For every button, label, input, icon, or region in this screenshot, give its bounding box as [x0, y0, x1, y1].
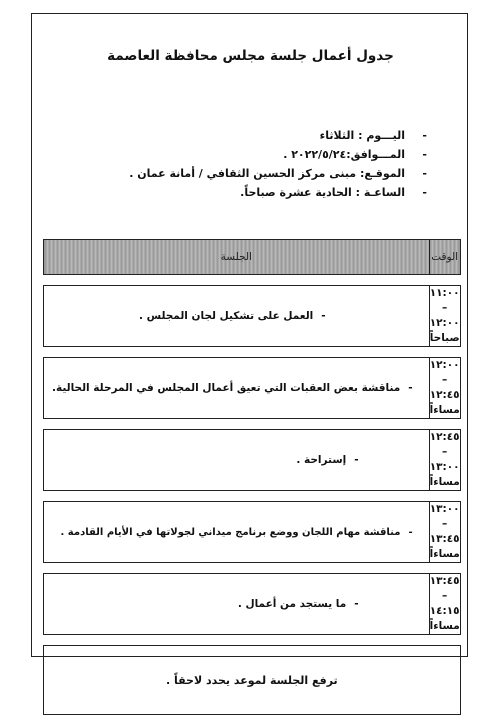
time-range: ١٣:٤٥ – ١٤:١٥ — [429, 575, 460, 617]
item-text: إستراحة . — [296, 454, 347, 466]
agenda-footer-row — [44, 646, 461, 715]
document-page — [31, 13, 468, 687]
agenda-row — [44, 286, 461, 347]
agenda-row-time — [429, 430, 460, 491]
agenda-row-time — [429, 358, 460, 419]
time-range: ١٣:٠٠ – ١٣:٤٥ — [429, 503, 460, 545]
info-location: - الموقـع: مبنى مركز الحسين الثقافي / أمانة عمان . — [87, 164, 427, 183]
agenda-row — [44, 430, 461, 491]
time-period: مساءاً — [429, 548, 460, 560]
time-range: ١٢:٠٠ – ١٢:٤٥ — [429, 359, 460, 401]
agenda-row — [44, 574, 461, 635]
agenda-header-row — [44, 240, 461, 275]
time-range: ١١:٠٠ – ١٢:٠٠ — [429, 287, 460, 329]
document-title: جدول أعمال جلسة مجلس محافظة العاصمة — [107, 48, 394, 64]
item-text: مناقشة بعض العقبات التي تعيق أعمال المجلس في المرحلة الحالية. — [52, 382, 401, 394]
info-day: - اليـــوم : الثلاثاء — [87, 126, 427, 145]
agenda-row-item: -العمل على تشكيل لجان المجلس . — [44, 286, 430, 347]
time-period: مساءاً — [429, 476, 460, 488]
agenda-table — [43, 239, 461, 715]
agenda-row-time — [429, 502, 460, 563]
agenda-row — [44, 502, 461, 563]
item-text: العمل على تشكيل لجان المجلس . — [138, 310, 314, 322]
header-session: الجلسة — [44, 240, 430, 275]
agenda-row-item: -مناقشة بعض العقبات التي تعيق أعمال المجلس في المرحلة الحالية. — [44, 358, 430, 419]
agenda-row-item: -إستراحة . — [44, 430, 430, 491]
header-time: الوقت — [429, 240, 460, 275]
agenda-row-item: -ما يستجد من أعمال . — [44, 574, 430, 635]
time-period: صباحاً — [429, 332, 460, 344]
meeting-info-list — [87, 126, 427, 202]
agenda-row-time — [429, 574, 460, 635]
item-text: مناقشة مهام اللجان ووضع برنامج ميداني لجولاتها في الأيام القادمة . — [60, 526, 401, 538]
agenda-row — [44, 358, 461, 419]
item-text: ما يستجد من أعمال . — [237, 598, 347, 610]
agenda-row-time — [429, 286, 460, 347]
agenda-row-item: -مناقشة مهام اللجان ووضع برنامج ميداني لجولاتها في الأيام القادمة . — [44, 502, 430, 563]
time-period: مساءاً — [429, 620, 460, 632]
time-period: مساءاً — [429, 404, 460, 416]
info-date: - المـــوافق:٢٠٢٢/٥/٢٤ . — [87, 145, 427, 164]
time-range: ١٢:٤٥ – ١٣:٠٠ — [429, 431, 460, 473]
agenda-footer: ترفع الجلسة لموعد يحدد لاحقاً . — [44, 646, 461, 715]
info-time: - الساعـة : الحادية عشرة صباحاً. — [87, 183, 427, 202]
